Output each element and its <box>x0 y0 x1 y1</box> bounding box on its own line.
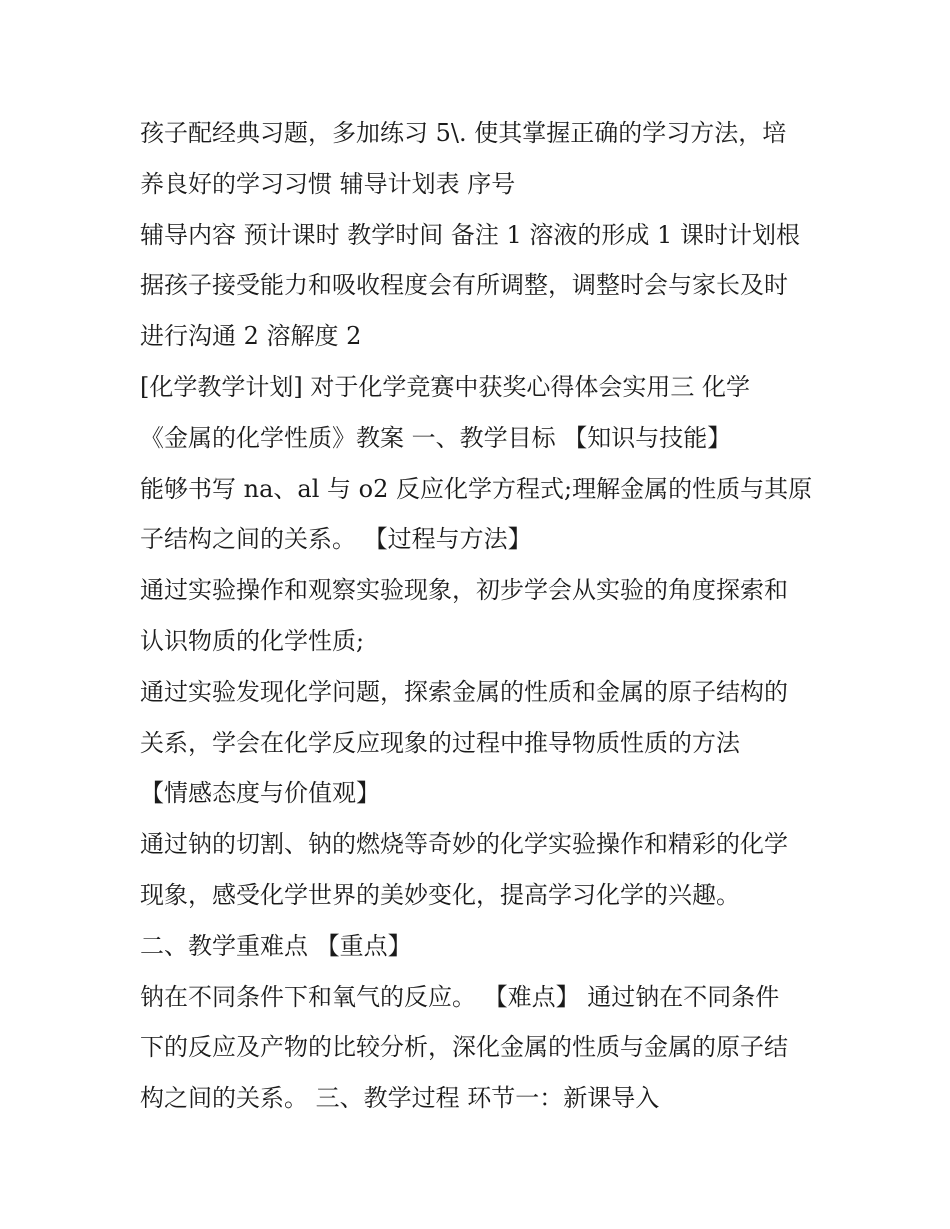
text-line-17: 二、教学重难点 【重点】 <box>140 931 412 960</box>
text-line-11: 认识物质的化学性质; <box>140 626 365 655</box>
text-line-6: [化学教学计划] 对于化学竞赛中获奖心得体会实用三 化学 <box>140 372 750 401</box>
text-line-9: 子结构之间的关系。 【过程与方法】 <box>140 525 532 554</box>
text-line-13: 关系，学会在化学反应现象的过程中推导物质性质的方法 <box>140 728 740 757</box>
document-body <box>140 108 820 1124</box>
text-line-1: 孩子配经典习题，多加练习 5\. 使其掌握正确的学习方法，培 <box>140 119 787 147</box>
text-line-3: 辅导内容 预计课时 教学时间 备注 1 溶液的形成 1 课时计划根 <box>140 220 800 249</box>
text-line-4: 据孩子接受能力和吸收程度会有所调整，调整时会与家长及时 <box>140 271 788 300</box>
text-line-12: 通过实验发现化学问题，探索金属的性质和金属的原子结构的 <box>140 677 788 706</box>
text-line-20: 构之间的关系。 三、教学过程 环节一：新课导入 <box>140 1084 660 1113</box>
text-line-5: 进行沟通 2 溶解度 2 <box>140 322 362 351</box>
text-line-14: 【情感态度与价值观】 <box>140 779 380 808</box>
text-line-18: 钠在不同条件下和氧气的反应。 【难点】 通过钠在不同条件 <box>140 982 780 1011</box>
text-line-16: 现象，感受化学世界的美妙变化，提高学习化学的兴趣。 <box>140 880 740 909</box>
text-line-7: 《金属的化学性质》教案 一、教学目标 【知识与技能】 <box>140 423 732 452</box>
text-line-8: 能够书写 na、al 与 o2 反应化学方程式;理解金属的性质与其原 <box>140 474 813 503</box>
text-line-19: 下的反应及产物的比较分析，深化金属的性质与金属的原子结 <box>140 1033 788 1062</box>
text-line-15: 通过钠的切割、钠的燃烧等奇妙的化学实验操作和精彩的化学 <box>140 830 788 859</box>
text-line-10: 通过实验操作和观察实验现象，初步学会从实验的角度探索和 <box>140 576 788 605</box>
text-line-2: 养良好的学习习惯 辅导计划表 序号 <box>140 169 516 198</box>
